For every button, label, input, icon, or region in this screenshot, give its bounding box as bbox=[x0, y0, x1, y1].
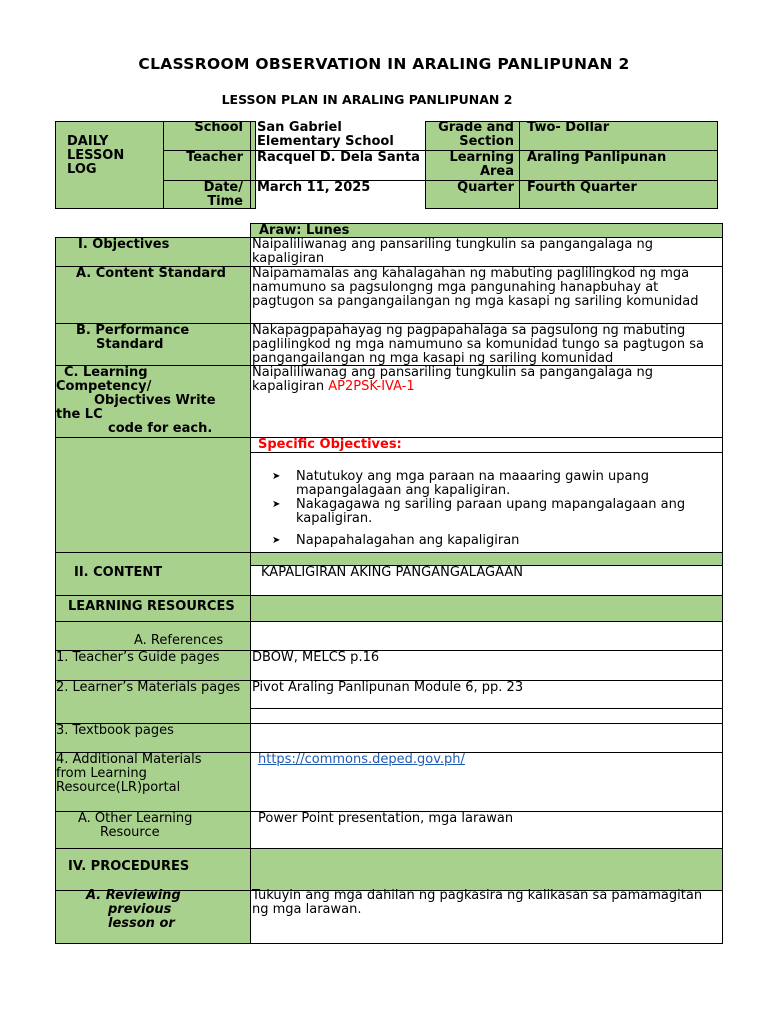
textbook-pages-label: 3. Textbook pages bbox=[56, 724, 174, 738]
other-label-line2: Resource bbox=[100, 825, 160, 840]
reviewing-text: Tukuyin ang mga dahilan ng pagkasira ng kalikasan sa pamamagitan ng mga larawan. bbox=[252, 889, 703, 917]
arrow-bullet-icon: ➤ bbox=[272, 499, 281, 510]
reviewing-label-line1: A. Reviewing bbox=[86, 889, 181, 903]
day-header bbox=[250, 223, 723, 238]
list-item: ➤ Natutukoy ang mga paraan na maaaring gawin upang mapangalagaan ang kapaligiran. bbox=[272, 470, 649, 498]
competency-label-line2: Competency/ bbox=[56, 379, 152, 394]
grade-value: Two- Dollar bbox=[527, 121, 610, 135]
teachers-guide-label: 1. Teacher’s Guide pages bbox=[56, 651, 220, 665]
document-subtitle: LESSON PLAN IN ARALING PANLIPUNAN 2 bbox=[221, 92, 513, 107]
learning-competency-text bbox=[252, 366, 720, 394]
additional-materials-label: 4. Additional Materials from Learning Resource(LR)portal bbox=[56, 753, 202, 795]
competency-label-line3: Objectives Write bbox=[94, 393, 216, 408]
learning-resources-label: LEARNING RESOURCES bbox=[68, 600, 235, 614]
list-item: ➤ Nakagagawa ng sariling paraan upang mapangalagaan ang kapaligiran. bbox=[272, 497, 686, 526]
reviewing-label-line3: lesson or bbox=[108, 916, 175, 931]
competency-label-line4: the LC bbox=[56, 407, 103, 422]
area-label: Learning Area bbox=[449, 151, 514, 179]
references-label: A. References bbox=[134, 634, 224, 648]
daily-lesson-log-label: DAILY LESSON LOG bbox=[67, 135, 125, 177]
reviewing-label-line2: previous bbox=[108, 902, 172, 917]
document-title: CLASSROOM OBSERVATION IN ARALING PANLIPUNAN 2 bbox=[138, 55, 630, 73]
other-learning-resource-label bbox=[56, 812, 250, 840]
performance-label-line1: B. Performance bbox=[76, 324, 190, 338]
school-value: San Gabriel Elementary School bbox=[257, 121, 394, 149]
content-label: II. CONTENT bbox=[74, 566, 163, 580]
grade-label: Grade and Section bbox=[438, 121, 514, 149]
other-learning-resource-text: Power Point presentation, mga larawan bbox=[258, 812, 514, 826]
arrow-bullet-icon: ➤ bbox=[272, 535, 281, 546]
performance-standard-text: Nakapagpapahayag ng pagpapahalaga sa pagsulong ng mabuting paglilingkod ng mga namumuno sa komunidad tungo sa pagtugon sa pangangailangan ng mga kasapi ng sariling komunidad bbox=[252, 324, 704, 366]
competency-code: AP2PSK-IVA-1 bbox=[328, 379, 415, 394]
objectives-text: Naipaliliwanag ang pansariling tungkulin sa pangangalaga ng kapaligiran bbox=[252, 238, 653, 266]
content-standard-text: Naipamamalas ang kahalagahan ng mabuting paglilingkod ng mga namumuno sa pagsulongng mga pangunahing hanapbuhay at pagtugon sa pangangailangan ng mga kasapi ng sariling komunidad bbox=[252, 267, 699, 309]
specific-objectives-heading: Specific Objectives: bbox=[258, 438, 402, 452]
list-item: ➤ Napapahalagahan ang kapaligiran bbox=[272, 533, 520, 548]
deped-commons-link[interactable]: https://commons.deped.gov.ph/ bbox=[258, 753, 465, 767]
learners-materials-text: Pivot Araling Panlipunan Module 6, pp. 23 bbox=[252, 681, 524, 695]
other-label-line1: A. Other Learning bbox=[78, 812, 193, 826]
objectives-label: I. Objectives bbox=[78, 238, 170, 252]
learners-materials-label: 2. Learner’s Materials pages bbox=[56, 681, 241, 695]
performance-label-line2: Standard bbox=[96, 337, 164, 352]
date-label: Date/ Time bbox=[203, 181, 243, 209]
date-value: March 11, 2025 bbox=[257, 181, 371, 195]
quarter-label: Quarter bbox=[457, 181, 514, 195]
arrow-bullet-icon: ➤ bbox=[272, 471, 281, 482]
competency-label-line1: C. Learning bbox=[64, 366, 148, 380]
performance-standard-label bbox=[56, 324, 250, 352]
specific-objectives-list bbox=[272, 470, 717, 548]
quarter-value: Fourth Quarter bbox=[527, 181, 637, 195]
content-standard-label: A. Content Standard bbox=[76, 267, 226, 281]
procedures-label: IV. PROCEDURES bbox=[68, 860, 190, 874]
learning-competency-label bbox=[56, 366, 250, 436]
competency-label-line5: code for each. bbox=[108, 421, 213, 436]
teacher-label: Teacher bbox=[186, 151, 243, 165]
area-value: Araling Panlipunan bbox=[527, 151, 667, 165]
reviewing-label bbox=[56, 889, 250, 931]
competency-text: Naipaliliwanag ang pansariling tungkulin sa pangangalaga ng kapaligiran bbox=[252, 366, 653, 394]
content-text: KAPALIGIRAN AKING PANGANGALAGAAN bbox=[261, 566, 523, 580]
teachers-guide-text: DBOW, MELCS p.16 bbox=[252, 651, 380, 665]
teacher-value: Racquel D. Dela Santa bbox=[257, 151, 420, 165]
additional-materials-link-cell bbox=[258, 753, 718, 767]
day-label: Araw: Lunes bbox=[259, 223, 350, 238]
school-label: School bbox=[194, 121, 243, 135]
